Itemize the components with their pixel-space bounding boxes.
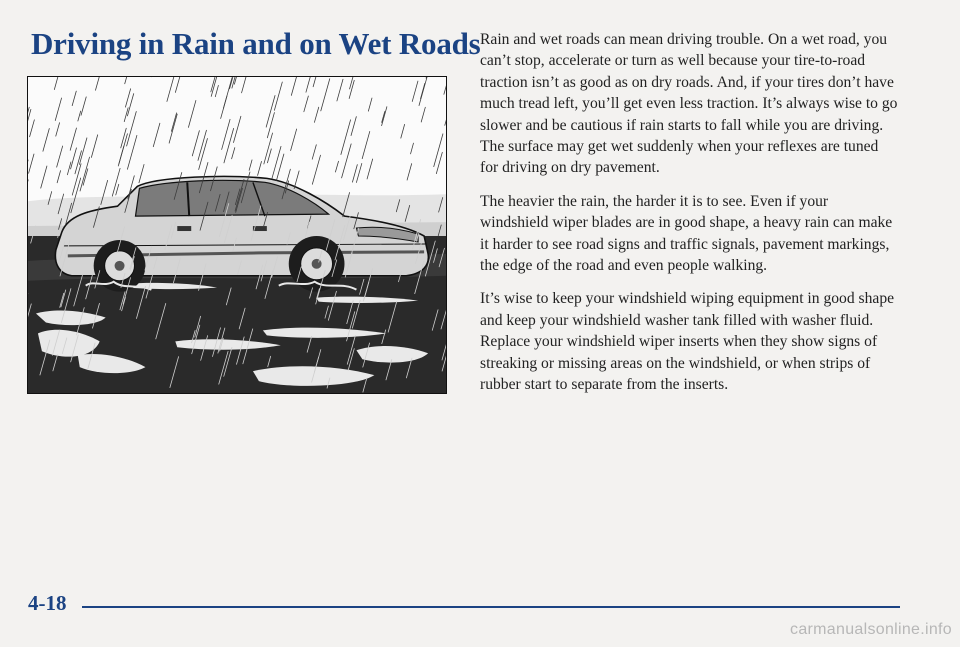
paragraph-wet-road-traction: Rain and wet roads can mean driving trouble. On a wet road, you can’t stop, accelerate or turn as well because your tire-to-road traction isn’t as good as on dry roads. And, if your tires don’t have much tread left, you’ll get even less traction. It’s always wise to go slower and be cautious if rain starts to fall while you are driving. The surface may get wet suddenly when your reflexes are tuned for driving on dry pavement. xyxy=(480,31,898,177)
paragraph-heavy-rain-visibility: The heavier the rain, the harder it is to see. Even if your windshield wiper blades are in good shape, a heavy rain can make it harder to see road signs and traffic signals, pavement markings, the edge of the road and even people walking. xyxy=(480,192,893,275)
site-watermark: carmanualsonline.info xyxy=(790,621,952,638)
rain-car-illustration xyxy=(27,76,447,394)
page-number: 4-18 xyxy=(28,591,67,615)
body-text-column xyxy=(480,29,900,408)
footer-rule xyxy=(82,606,900,608)
page-title: Driving in Rain and on Wet Roads xyxy=(31,26,481,61)
paragraph-wiper-maintenance: It’s wise to keep your windshield wiping equipment in good shape and keep your windshield washer tank filled with washer fluid. Replace your windshield wiper inserts when they show signs of streaking or missing areas on the windshield, or when strips of rubber start to separate from the inserts. xyxy=(480,290,895,394)
